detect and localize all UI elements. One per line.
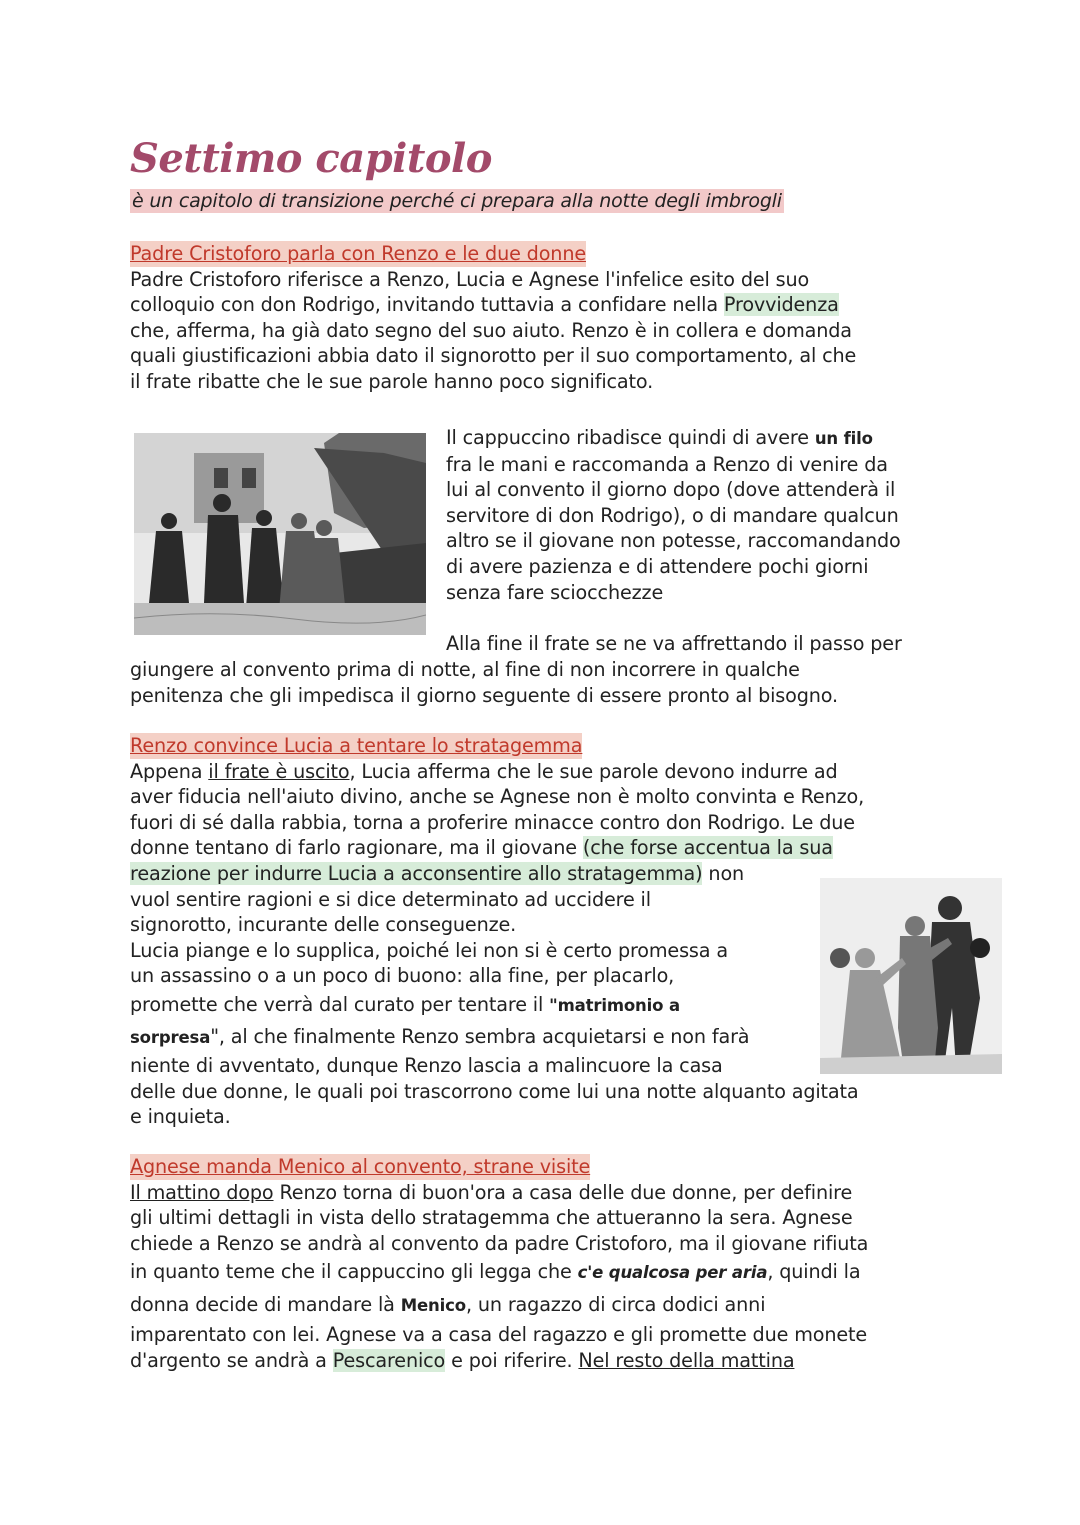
section-1-heading: Padre Cristoforo parla con Renzo e le due donne xyxy=(130,242,586,265)
paragraph-line: penitenza che gli impedisca il giorno seguente di essere pronto al bisogno. xyxy=(130,683,838,707)
paragraph-line: che, afferma, ha già dato segno del suo aiuto. Renzo è in collera e domanda xyxy=(130,318,852,342)
section-2-heading: Renzo convince Lucia a tentare lo stratagemma xyxy=(130,734,583,757)
paragraph-line: reazione per indurre Lucia a acconsentire allo stratagemma) non xyxy=(130,861,745,885)
paragraph-line: Il mattino dopo Renzo torna di buon'ora a casa delle due donne, per definire xyxy=(130,1180,853,1204)
paragraph-line: un assassino o a un poco di buono: alla fine, per placarlo, xyxy=(130,964,675,988)
paragraph-line: gli ultimi dettagli in vista dello stratagemma che attueranno la sera. Agnese xyxy=(130,1206,853,1230)
paragraph-line: chiede a Renzo se andrà al convento da padre Cristoforo, ma il giovane rifiuta xyxy=(130,1231,869,1255)
paragraph-line: quali giustificazioni abbia dato il signorotto per il suo comportamento, al che xyxy=(130,344,857,368)
section-2 xyxy=(130,733,864,1130)
paragraph-line: e inquieta. xyxy=(130,1105,231,1129)
paragraph-line: aver fiducia nell'aiuto divino, anche se Agnese non è molto convinta e Renzo, xyxy=(130,785,865,809)
paragraph-line: d'argento se andrà a Pescarenico e poi riferire. Nel resto della mattina xyxy=(130,1348,795,1372)
page-subtitle: è un capitolo di transizione perché ci prepara alla notte degli imbrogli xyxy=(132,190,782,212)
page-title: Settimo capitolo xyxy=(130,135,492,182)
paragraph-line: sorpresa", al che finalmente Renzo sembra acquietarsi e non farà xyxy=(130,1024,750,1048)
paragraph-line: giungere al convento prima di notte, al fine di non incorrere in qualche xyxy=(130,658,800,681)
paragraph-line: donna decide di mandare là Menico, un ragazzo di circa dodici anni xyxy=(130,1293,766,1317)
paragraph-line: Padre Cristoforo riferisce a Renzo, Lucia e Agnese l'infelice esito del suo xyxy=(130,267,810,291)
paragraph-line: senza fare sciocchezze xyxy=(446,580,664,604)
paragraph-line: Appena il frate è uscito, Lucia afferma che le sue parole devono indurre ad xyxy=(130,759,838,783)
bold-term: un filo xyxy=(814,429,873,448)
paragraph-line: Alla fine il frate se ne va affrettando il passo per xyxy=(446,632,902,655)
paragraph-line: il frate ribatte che le sue parole hanno poco significato. xyxy=(130,369,654,393)
section-1 xyxy=(130,241,856,395)
section-1-paragraph-3 xyxy=(130,657,838,708)
paragraph-line: donne tentano di farlo ragionare, ma il giovane (che forse accentua la sua xyxy=(130,836,833,860)
illustration-friar-with-renzo-and-women xyxy=(134,433,426,635)
paragraph-line: niente di avventato, dunque Renzo lascia a malincuore la casa xyxy=(130,1053,723,1077)
paragraph-line: delle due donne, le quali poi trascorrono come lui una notte alquanto agitata xyxy=(130,1079,859,1103)
paragraph-line: altro se il giovane non potesse, raccomandando xyxy=(446,529,901,553)
highlight-provvidenza: Provvidenza xyxy=(723,293,839,317)
section-1-paragraph-2 xyxy=(446,425,901,605)
illustration-lucia-pleading-renzo xyxy=(820,878,1002,1074)
paragraph-line: Il cappuccino ribadisce quindi di avere un filo xyxy=(446,426,873,449)
paragraph-line: colloquio con don Rodrigo, invitando tuttavia a confidare nella Provvidenza xyxy=(130,293,839,317)
paragraph-line: Lucia piange e lo supplica, poiché lei non si è certo promessa a xyxy=(130,938,728,962)
paragraph-line: signorotto, incurante delle conseguenze. xyxy=(130,913,517,937)
section-3 xyxy=(130,1154,868,1374)
paragraph-line: in quanto teme che il cappuccino gli legga che c'e qualcosa per aria, quindi la xyxy=(130,1260,861,1284)
paragraph-line: lui al convento il giorno dopo (dove attenderà il xyxy=(446,478,896,502)
paragraph-line: fuori di sé dalla rabbia, torna a proferire minacce contro don Rodrigo. Le due xyxy=(130,810,855,834)
paragraph-line: servitore di don Rodrigo), o di mandare qualcun xyxy=(446,503,899,527)
paragraph-line: fra le mani e raccomanda a Renzo di venire da xyxy=(446,452,888,476)
paragraph-line: promette che verrà dal curato per tentare il "matrimonio a xyxy=(130,992,680,1016)
paragraph-line: imparentato con lei. Agnese va a casa del ragazzo e gli promette due monete xyxy=(130,1323,868,1347)
paragraph-line: vuol sentire ragioni e si dice determinato ad uccidere il xyxy=(130,887,651,911)
section-1-paragraph-3-start xyxy=(446,631,902,657)
paragraph-line: di avere pazienza e di attendere pochi giorni xyxy=(446,554,869,578)
section-3-heading: Agnese manda Menico al convento, strane visite xyxy=(130,1155,591,1178)
